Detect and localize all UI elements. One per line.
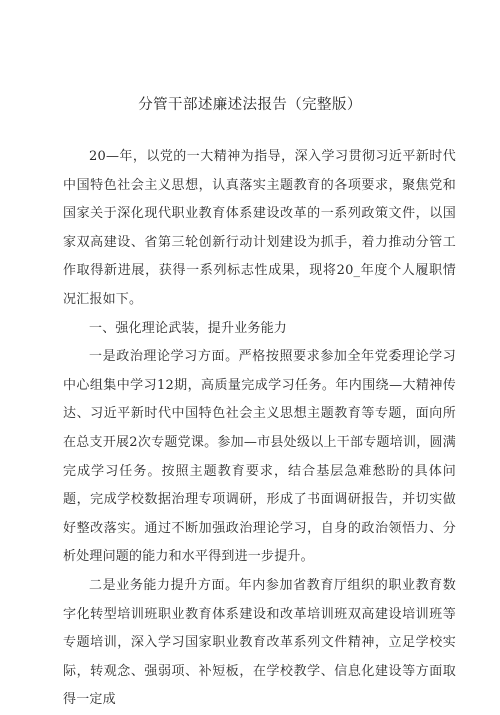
paragraph-business-ability: 二是业务能力提升方面。年内参加省教育厅组织的职业教育数字化转型培训班职业教育体系建设和改革培训班双高建设培训班等专题培训，深入学习国家职业教育改革系列文件精神，立足学校实际，转观念、强弱项、补短板，在学校教学、信息化建设等方面取得一定成 (63, 577, 456, 708)
section-heading-1: 一、强化理论武装，提升业务能力 (89, 320, 288, 336)
intro-paragraph: 20—年，以党的一大精神为指导，深入学习贯彻习近平新时代中国特色社会主义思想，认真落实主题教育的各项要求，聚焦党和国家关于深化现代职业教育体系建设改革的一系列政策文件，以国家双高建设、省第三轮创新行动计划建设为抓手，着力推动分管工作取得新进展，获得一系列标志性成果，现将20_年度个人履职情况汇报如下。 (63, 149, 456, 307)
paragraph-political-study: 一是政治理论学习方面。严格按照要求参加全年党委理论学习中心组集中学习12期，高质量完成学习任务。年内围绕—大精神传达、习近平新时代中国特色社会主义思想主题教育等专题，面向所在总支开展2次专题党课。参加—市县处级以上干部专题培训，圆满完成学习任务。按照主题教育要求，结合基层急难愁盼的具体问题，完成学校数据治理专项调研，形成了书面调研报告，并切实做好整改落实。通过不断加强政治理论学习，自身的政治领悟力、分析处理问题的能力和水平得到进一步提升。 (63, 349, 456, 565)
document-body (63, 143, 456, 715)
document-title: 分管干部述廉述法报告（完整版） (138, 97, 362, 113)
